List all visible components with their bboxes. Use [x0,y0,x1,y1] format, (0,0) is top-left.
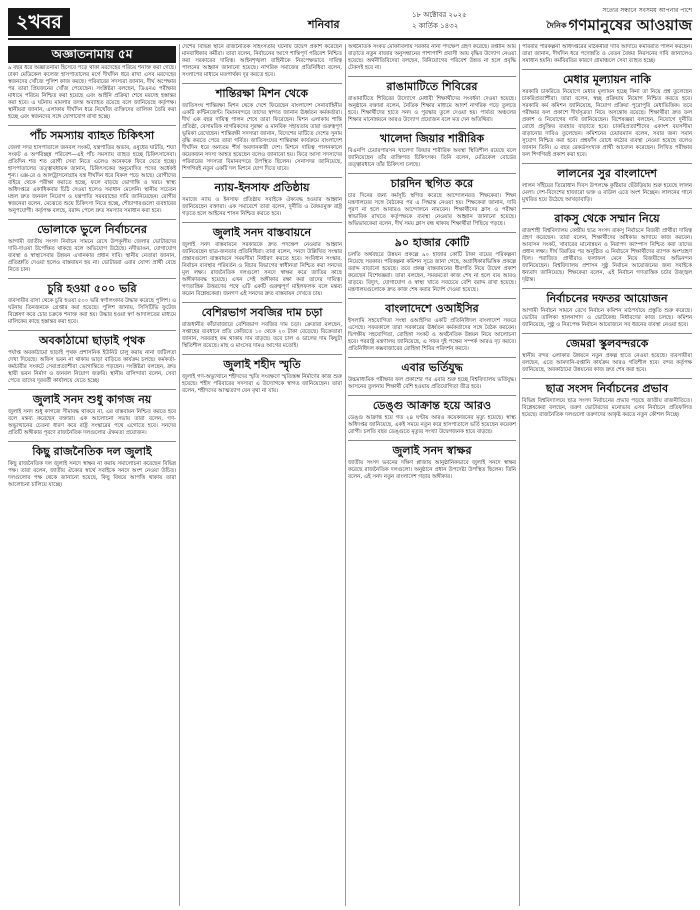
article-body: রাঙামাটিতে শিবিরের উদ্যোগে মেধাবী শিক্ষার্থীদের সংবর্ধনা দেওয়া হয়েছে। অনুষ্ঠানে বক্তারা বলেন, নৈতিক শিক্ষার মাধ্যমে আদর্শ নাগরিক গড়ে তুলতে হবে। শিক্ষার্থীদের হাতে সনদ ও পুরস্কার তুলে দেওয়া হয়। পার্বত্য অঞ্চলের শিক্ষার মানোন্নয়নে আরও উদ্যোগ প্রয়োজন বলে মত দেন অতিথিরা। [348,96,516,123]
article-body: আগামী নির্বাচন সামনে রেখে নির্বাচন কমিশন মাঠপর্যায়ে প্রস্তুতি শুরু করেছে। ভোটার তালিকা হালনাগাদ ও ভোটকেন্দ্র নির্ধারণের কাজ চলছে। কমিশন জানিয়েছে, সুষ্ঠু ও নিরপেক্ষ নির্বাচন আয়োজনে সব ধরনের ব্যবস্থা নেওয়া হবে। [522,308,692,328]
article-divider [522,208,692,209]
article-divider [182,177,342,178]
news-article [8,445,176,489]
article-headline: ছাত্র সংসদ নির্বাচনের প্রভাব [545,382,669,395]
news-article [182,87,342,173]
article-divider [348,232,516,233]
article-body: রাজধানীর কাঁচাবাজারে বেশিরভাগ সবজির দাম চড়া। ক্রেতারা বলছেন, সপ্তাহের ব্যবধানে প্রতি কেজিতে ১০ থেকে ২০ টাকা বেড়েছে। বিক্রেতারা জানান, সরবরাহ কম থাকায় দাম বাড়ছে। তবে চাল ও ডালের দাম কিছুটা স্থিতিশীল রয়েছে। মাছ ও মাংসের দামও আগের মতোই। [182,322,342,349]
article-body: স্থানীয় বন্দর এলাকার উন্নয়নে নতুন প্রকল্প হাতে নেওয়া হয়েছে। ব্যবসায়ীরা বলছেন, এতে আমদানি-রপ্তানি কার্যক্রম আরও গতিশীল হবে। বন্দর কর্তৃপক্ষ জানিয়েছে, অবকাঠামো উন্নয়নের কাজ দ্রুত শেষ করা হবে। [522,353,692,373]
article-headline: লালনের সুর বাংলাদেশ [557,167,657,180]
article-divider [348,357,516,358]
article-body: বিভিন্ন বিশ্ববিদ্যালয়ে ছাত্র সংসদ নির্বাচনের প্রভাব পড়ছে জাতীয় রাজনীতিতে। বিশ্লেষকেরা বলছেন, তরুণ ভোটারদের মনোভাব এসব নির্বাচনে প্রতিফলিত হয়েছে। রাজনৈতিক দলগুলো তরুণদের আকৃষ্ট করতে নতুন কৌশল নিচ্ছে। [522,398,692,418]
article-body: উচ্চমাধ্যমিক পরীক্ষার ফল প্রকাশের পর এবার শুরু হচ্ছে বিশ্ববিদ্যালয় ভর্তিযুদ্ধ। আসনের তুলনায় শিক্ষার্থী বেশি হওয়ায় প্রতিযোগিতা তীব্র হবে। [348,377,516,390]
article-body: পরিবার পরিকল্পনা অধিদপ্তরের মাঠকর্মীরা দাবি আদায়ে কর্মবিরতি পালন করছেন। তারা জানান, দীর্ঘদিন ধরে পদোন্নতি ও বেতন বৈষম্য নিরসনের দাবি জানালেও সমাধান হয়নি। কর্মবিরতির কারণে গ্রামাঞ্চলে সেবা ব্যাহত হচ্ছে। [522,44,692,64]
article-divider [522,69,692,70]
paper-tagline: সত্যের সন্ধানে সবসময় আপনার পাশে [602,7,692,14]
article-body: জুলাই সনদ বাস্তবায়নে সরকারকে দ্রুত পদক্ষেপ নেওয়ার আহ্বান জানিয়েছেন ছাত্র-জনতার প্রতিনিধিরা। তারা বলেন, সনদে উল্লিখিত সংস্কার প্রস্তাবগুলো বাস্তবায়নে সময়সীমা নির্ধারণ করতে হবে। সংবিধান সংস্কার, নির্বাচন ব্যবস্থার পরিবর্তন ও বিচার বিভাগের স্বাধীনতা নিশ্চিত করা সনদের মূল লক্ষ্য। রাজনৈতিক দলগুলো সনদে স্বাক্ষর করে জাতির কাছে অঙ্গীকারবদ্ধ হয়েছে। এখন সেই অঙ্গীকার রক্ষা করা তাদের দায়িত্ব। গণতান্ত্রিক উত্তরণের পথে এটি একটি গুরুত্বপূর্ণ মাইলফলক বলে মন্তব্য করেন বিশ্লেষকেরা। জনগণ এই সনদের দ্রুত বাস্তবায়ন দেখতে চায়। [182,242,342,297]
news-article [348,361,516,391]
article-body: অর্থনৈতিক সংকট মোকাবিলায় সরকার নানা পদক্ষেপ গ্রহণ করেছে। রপ্তানি আয় বাড়াতে নতুন বাজার অনুসন্ধানের পাশাপাশি প্রবাসী আয় বৃদ্ধির উদ্যোগ নেওয়া হয়েছে। অর্থনীতিবিদেরা বলছেন, বিনিয়োগের পরিবেশ উন্নত না হলে প্রবৃদ্ধি টেকসই হবে না। [348,44,516,71]
column-4 [522,44,692,906]
article-divider [348,395,516,396]
paper-name [546,16,692,34]
article-headline: রাকসু থেকে সম্মান নিয়ে [554,212,660,225]
article-body: রাজশাহী বিশ্ববিদ্যালয় কেন্দ্রীয় ছাত্র সংসদ রাকসু নির্বাচনে বিজয়ী প্রার্থীরা দায়িত্ব গ্রহণ করেছেন। তারা বলেন, শিক্ষার্থীদের অধিকার আদায়ে কাজ করবেন। আবাসন সংকট, খাবারের মানোন্নয়ন ও নিরাপদ ক্যাম্পাস নিশ্চিত করা তাদের প্রধান লক্ষ্য। দীর্ঘ বিরতির পর অনুষ্ঠিত এ নির্বাচনে শিক্ষার্থীদের ব্যাপক অংশগ্রহণ ছিল। পরাজিত প্রার্থীরাও ফলাফল মেনে নিয়ে বিজয়ীদের অভিনন্দন জানিয়েছেন। বিশ্ববিদ্যালয় প্রশাসন সুষ্ঠু নির্বাচন আয়োজনের জন্য সবাইকে ধন্যবাদ জানিয়েছে। শিক্ষকেরা বলেন, এই নির্বাচন গণতান্ত্রিক চর্চার উজ্জ্বল দৃষ্টান্ত। [522,228,692,283]
article-divider [522,333,692,334]
article-headline: নির্বাচনের দফতর আয়োজন [546,292,668,305]
news-article [8,46,176,121]
article-body: চলতি অর্থবছরে উন্নয়ন প্রকল্পে ৯০ হাজার কোটি টাকা ব্যয়ের পরিকল্পনা নিয়েছে সরকার। পরিকল্পনা কমিশন সূত্রে জানা গেছে, অগ্রাধিকারভিত্তিক প্রকল্পে বরাদ্দ বাড়ানো হয়েছে। তবে প্রকল্প বাস্তবায়নের ধীরগতি নিয়ে উদ্বেগ প্রকাশ করেছেন বিশেষজ্ঞরা। তারা বলছেন, সময়মতো কাজ শেষ না হলে ব্যয় আরও বাড়বে। বিদ্যুৎ, যোগাযোগ ও স্বাস্থ্য খাতে সবচেয়ে বেশি বরাদ্দ রাখা হয়েছে। মন্ত্রণালয়গুলোকে দ্রুত কাজ শেষ করার নির্দেশ দেওয়া হয়েছে। [348,252,516,293]
column-rule [345,44,346,906]
news-article [348,302,516,353]
article-headline: জুলাই সনদ স্বাক্ষর [392,444,472,457]
column-3 [348,44,516,906]
article-headline: চুরি হওয়া ৫০০ ভরি [47,282,137,295]
paper-logo [512,6,692,38]
article-body: জুলাই সনদ শুধু কাগজে সীমাবদ্ধ থাকবে না, এর বাস্তবায়ন নিশ্চিত করতে হবে বলে মন্তব্য করেছেন বক্তারা। এক আলোচনা সভায় তারা বলেন, গণ-অভ্যুত্থানের চেতনা ধারণ করে রাষ্ট্র সংস্কারের পথে এগোতে হবে। সনদের প্রতিটি অঙ্গীকার পূরণে রাজনৈতিক দলগুলোর ঐকমত্য প্রয়োজন। [8,409,176,436]
column-rule [519,44,520,906]
article-headline: জুলাই শহীদ স্মৃতি [223,358,301,371]
article-headline: ডেঙ্গু আক্রান্ত হয়ে আরও [372,399,492,412]
article-headline: জুলাই সনদ শুধু কাগজ নয় [32,393,152,406]
weekday: শনিবার [308,18,340,31]
article-body: ৯ বছর ধরে অজ্ঞাতনামা হিসেবে পড়ে থাকা মরদেহের পরিচয় শনাক্ত করা গেছে। ঢাকা মেডিকেল কলেজ হাসপাতালের মর্গে দীর্ঘদিন ধরে রাখা এসব মরদেহের স্বজনদের খোঁজে পুলিশ কাজ করছে। পরিবারের সদস্যরা জানান, দীর্ঘ অপেক্ষার পর তারা প্রিয়জনের খোঁজ পেয়েছেন। সংশ্লিষ্টরা বলছেন, ডিএনএ পরীক্ষার মাধ্যমে পরিচয় নিশ্চিত করা হয়েছে এবং আইনি প্রক্রিয়া শেষে মরদেহ হস্তান্তর করা হবে। এ ঘটনায় মামলার তদন্ত অব্যাহত রয়েছে বলে জানিয়েছে কর্তৃপক্ষ। স্থানীয়রা জানান, এলাকায় দীর্ঘদিন ধরে নিখোঁজ ব্যক্তিদের তালিকা তৈরি করা হচ্ছে এবং স্বজনদের সঙ্গে যোগাযোগ রাখা হচ্ছে। [8,65,176,120]
column-rule [179,44,180,906]
news-article [348,236,516,294]
article-body: জেলা সদর হাসপাতালে জনবল সংকট, যন্ত্রপাতির অভাব, ওষুধের ঘাটতি, শয্যা সংকট ও অপরিচ্ছন্ন পরিবেশ—এই পাঁচ সমস্যায় ব্যাহত হচ্ছে চিকিৎসাসেবা। প্রতিদিন শত শত রোগী সেবা নিতে এলেও অনেককে ফিরে যেতে হচ্ছে। হাসপাতালের তত্ত্বাবধায়ক জানান, চিকিৎসকের অনুমোদিত পদের অর্ধেকই শূন্য। এক্স-রে ও আলট্রাসনোগ্রাম যন্ত্র দীর্ঘদিন ধরে বিকল পড়ে আছে। রোগীদের বাইরে থেকে পরীক্ষা করাতে হচ্ছে, ফলে বাড়ছে ভোগান্তি ও খরচ। স্বাস্থ্য অধিদপ্তরে একাধিকবার চিঠি দেওয়া হলেও সমাধান মেলেনি। স্থানীয় সচেতন মহল দ্রুত জনবল নিয়োগ ও যন্ত্রপাতি সরবরাহের দাবি জানিয়েছেন। রোগীর স্বজনেরা বলেন, মেঝেতে শুয়ে চিকিৎসা নিতে হচ্ছে, শৌচাগারগুলো ব্যবহারের অনুপযোগী। কর্তৃপক্ষ বলছে, বরাদ্দ পেলে দ্রুত সমস্যার সমাধান করা হবে। [8,145,176,214]
news-article [182,181,342,218]
article-divider [522,378,692,379]
article-body: বিএনপি চেয়ারপারসন খালেদা জিয়ার শারীরিক অবস্থা স্থিতিশীল রয়েছে বলে জানিয়েছেন তাঁর ব্যক্তিগত চিকিৎসক। তিনি বলেন, মেডিকেল বোর্ডের তত্ত্বাবধানে তাঁর চিকিৎসা চলছে। [348,148,516,168]
news-article [348,132,516,169]
news-article [348,44,516,72]
article-body: সমাজে ন্যায় ও ইনসাফ প্রতিষ্ঠায় সবাইকে ঐক্যবদ্ধ হওয়ার আহ্বান জানিয়েছেন বক্তারা। এক সমাবেশে তারা বলেন, দুর্নীতি ও বৈষম্যমুক্ত রাষ্ট্র গড়তে হলে আইনের শাসন নিশ্চিত করতে হবে। [182,197,342,217]
news-article [522,292,692,329]
article-body: পর্যাপ্ত অবকাঠামো ছাড়াই পৃথক প্রশাসনিক ইউনিট চালু করায় নানা জটিলতা দেখা দিয়েছে। অফিস ভবন না থাকায় ভাড়া বাড়িতে কার্যক্রম চলছে। কর্মকর্তা-কর্মচারীর সংকটে সেবাপ্রত্যাশীরা ভোগান্তিতে পড়ছেন। সংশ্লিষ্টরা বলছেন, দ্রুত স্থায়ী ভবন নির্মাণ ও জনবল নিয়োগ জরুরি। স্থানীয় বাসিন্দারা বলেন, সেবা পেতে তাদের দূরবর্তী কার্যালয়ে যেতে হচ্ছে। [8,350,176,384]
article-headline: রাঙামাটিতে শিবিরের [386,80,478,93]
article-headline: বাংলাদেশে ওআইসির [385,302,479,315]
article-body: ইসলামি সহযোগিতা সংস্থা ওআইসির একটি প্রতিনিধিদল বাংলাদেশ সফরে এসেছে। সফরকালে তারা সরকারের ঊর্ধ্বতন কর্মকর্তাদের সঙ্গে বৈঠক করবেন। দ্বিপক্ষীয় সহযোগিতা, রোহিঙ্গা সংকট ও অর্থনৈতিক উন্নয়ন নিয়ে আলোচনা হবে। পররাষ্ট্র মন্ত্রণালয় জানিয়েছে, এ সফর দুই পক্ষের সম্পর্ক আরও দৃঢ় করবে। প্রতিনিধিদল কক্সবাজারের রোহিঙ্গা শিবির পরিদর্শন করবে। [348,318,516,352]
news-article [522,337,692,374]
news-article [8,393,176,437]
news-article [8,334,176,385]
article-headline: ন্যায়-ইনসাফ প্রতিষ্ঠায় [214,181,310,194]
article-body: চার দিনের জন্য কর্মসূচি স্থগিত করেছে আন্দোলনরত শিক্ষকেরা। শিক্ষা মন্ত্রণালয়ের সঙ্গে বৈঠকের পর এ সিদ্ধান্ত নেওয়া হয়। শিক্ষকেরা জানান, দাবি পূরণ না হলে আবারও আন্দোলনে নামবেন। শিক্ষার্থীদের ক্লাস ও পরীক্ষা স্বাভাবিক রাখতে কর্তৃপক্ষকে ব্যবস্থা নেওয়ার আহ্বান জানানো হয়েছে। অভিভাবকেরা বলেন, দীর্ঘ সময় ক্লাস বন্ধ থাকায় শিক্ষার্থীরা পিছিয়ে পড়ছে। [348,193,516,227]
article-divider [8,219,176,220]
article-headline: খালেদা জিয়ার শারীরিক [379,132,485,145]
article-headline: অজ্ঞাতনামায় ৫ম [8,46,176,63]
article-headline: জুলাই সনদ বাস্তবায়নে [212,226,312,239]
article-body: জাতিসংঘ শান্তিরক্ষা মিশন থেকে দেশে ফিরেছেন বাংলাদেশ সেনাবাহিনীর একটি কন্টিনজেন্ট। বিমানবন্দরে তাদের স্বাগত জানান ঊর্ধ্বতন কর্মকর্তারা। দীর্ঘ এক বছর দায়িত্ব পালন শেষে তারা ফিরেছেন। মিশন এলাকায় শান্তি প্রতিষ্ঠা, বেসামরিক নাগরিকদের সুরক্ষা ও মানবিক সহায়তায় তারা গুরুত্বপূর্ণ ভূমিকা রেখেছেন। শান্তিরক্ষী সদস্যরা জানান, বিদেশের মাটিতে দেশের সুনাম বৃদ্ধি করতে পেরে তারা গর্বিত। জাতিসংঘের শান্তিরক্ষা কার্যক্রমে বাংলাদেশ দীর্ঘদিন ধরে অন্যতম শীর্ষ অবদানকারী দেশ। মিশনে দায়িত্ব পালনকালে কয়েকজন সদস্য আহত হয়েছেন বলেও জানানো হয়। ফিরে আসা সদস্যদের পরিবারের সদস্যরা বিমানবন্দরে উপস্থিত ছিলেন। সেনাসদর জানিয়েছে, শিগগিরই নতুন একটি দল মিশনে যোগ দিতে যাবে। [182,103,342,172]
article-headline: জেমরা স্কুলবন্দরকে [565,337,649,350]
masthead [8,6,692,40]
news-article [348,399,516,436]
article-headline: বেশিরভাগ সবজির দাম চড়া [201,306,323,319]
news-article [8,223,176,274]
article-body: ব্যবসায়ীর বাসা থেকে চুরি হওয়া ৫০০ ভরি স্বর্ণালংকার উদ্ধার করেছে পুলিশ। এ ঘটনায় তিনজনকে গ্রেপ্তার করা হয়েছে। পুলিশ জানায়, সিসিটিভি ফুটেজ বিশ্লেষণ করে চোর চক্রকে শনাক্ত করা হয়। উদ্ধার হওয়া স্বর্ণ আদালতের মাধ্যমে মালিকের কাছে হস্তান্তর করা হবে। [8,298,176,325]
article-divider [182,222,342,223]
article-divider [348,440,516,441]
article-body: আগামী জাতীয় সংসদ নির্বাচন সামনে রেখে উপকূলীয় জেলার ভোটারদের দাবি-দাওয়া উপেক্ষিত থাকছে বলে অভিযোগ উঠেছে। নদীভাঙন, যোগাযোগ ব্যবস্থা ও স্বাস্থ্যসেবার উন্নয়ন এখানকার প্রধান দাবি। স্থানীয় নেতারা জানান, প্রতিশ্রুতি দেওয়া হলেও বাস্তবায়ন হয় না। ভোটাররা এবার যোগ্য প্রার্থী বেছে নিতে চান। [8,239,176,273]
article-headline: অবকাঠামো ছাড়াই পৃথক [39,334,145,347]
paper-prefix: দৈনিক [546,20,567,30]
article-divider [348,128,516,129]
news-article [182,226,342,298]
article-headline: কিছু রাজনৈতিক দল জুলাই [32,445,152,458]
article-divider [522,163,692,164]
news-article [8,129,176,215]
article-divider [8,278,176,279]
article-body: জাতীয় সংসদ ভবনের দক্ষিণ প্লাজায় আনুষ্ঠানিকভাবে জুলাই সনদে স্বাক্ষর করেছে রাজনৈতিক দলগুলো। অনুষ্ঠানে প্রধান উপদেষ্টা উপস্থিত ছিলেন। তিনি বলেন, এই সনদ নতুন বাংলাদেশ গড়ার অঙ্গীকার। [348,460,516,480]
section-badge: ২খবর [8,8,70,36]
article-divider [348,298,516,299]
column-1 [8,44,176,906]
news-article [348,444,516,481]
article-headline: পাঁচ সমস্যায় ব্যাহত চিকিৎসা [29,129,155,142]
article-divider [8,389,176,390]
news-article [522,44,692,65]
article-divider [182,83,342,84]
date-bangla: ২ কার্তিক ১৪৩২ [412,22,459,30]
article-divider [8,125,176,126]
column-2 [182,44,342,906]
article-body: জুলাই গণ-অভ্যুত্থানে শহীদদের স্মৃতি সংরক্ষণে স্মৃতিস্তম্ভ নির্মাণের কাজ শুরু হয়েছে। শহীদ পরিবারের সদস্যরা এ উদ্যোগকে স্বাগত জানিয়েছেন। তারা বলেন, শহীদদের আত্মত্যাগ যেন বৃথা না যায়। [182,374,342,394]
article-headline: মেধার মূল্যায়ন নাকি [563,73,651,86]
news-article [522,212,692,284]
article-divider [348,173,516,174]
article-divider [8,441,176,442]
paper-name-text: গণমানুষের আওয়াজ [568,16,692,34]
news-article [348,80,516,124]
article-body: দেশের বিভিন্ন স্থানে রাজনৈতিক সহিংসতার ঘটনায় উদ্বেগ প্রকাশ করেছেন মানবাধিকার কর্মীরা। তারা বলেন, নির্বাচনের আগে শান্তিপূর্ণ পরিবেশ নিশ্চিত করা সরকারের দায়িত্ব। আইনশৃঙ্খলা বাহিনীকে নিরপেক্ষভাবে দায়িত্ব পালনের আহ্বান জানানো হয়েছে। নাগরিক সমাজের প্রতিনিধিরা বলেন, সংলাপের মাধ্যমে মতপার্থক্য দূর করতে হবে। [182,44,342,78]
news-article [182,358,342,395]
article-divider [348,76,516,77]
article-divider [8,330,176,331]
date-english: ১৮ অক্টোবর ২০২৫ [412,11,467,19]
article-headline: ৯০ হাজার কোটি [394,236,470,249]
article-divider [182,354,342,355]
news-article [182,306,342,350]
article-headline: ভোলাকে ভুলে নির্বাচনের [37,223,147,236]
news-article [522,73,692,159]
news-article [522,167,692,204]
dates [412,10,467,32]
article-headline: চারদিন স্থগিত করে [390,177,474,190]
news-article [522,382,692,419]
news-article [348,177,516,228]
article-body: কিছু রাজনৈতিক দল জুলাই সনদে স্বাক্ষর না করায় সমালোচনা করেছেন বিভিন্ন পক্ষ। তারা বলেন, জাতীয় ঐক্যের স্বার্থে সবাইকে সনদে অংশ নেওয়া উচিত। দলগুলোর পক্ষ থেকে জানানো হয়েছে, কিছু বিষয়ে আপত্তি থাকায় তারা আলোচনা চালিয়ে যাচ্ছে। [8,461,176,488]
article-body: সরকারি চাকরিতে নিয়োগে মেধার মূল্যায়ন হচ্ছে কিনা তা নিয়ে প্রশ্ন তুলেছেন চাকরিপ্রত্যাশীরা। তারা বলেন, স্বচ্ছ প্রক্রিয়ায় নিয়োগ নিশ্চিত করতে হবে। সরকারি কর্ম কমিশন জানিয়েছে, নিয়োগ প্রক্রিয়া পুরোপুরি মেধাভিত্তিক। তবে পরীক্ষার ফল প্রকাশে দীর্ঘসূত্রতা নিয়ে অসন্তোষ রয়েছে। শিক্ষার্থীরা দ্রুত ফল প্রকাশ ও নিয়োগের দাবি জানিয়েছেন। বিশেষজ্ঞরা বলছেন, নিয়োগে দুর্নীতি রোধে প্রযুক্তির ব্যবহার বাড়াতে হবে। চাকরিপ্রত্যাশীদের একাংশ বয়সসীমা বাড়ানোর দাবিও তুলেছেন। কমিশনের চেয়ারম্যান বলেন, সবার জন্য সমান সুযোগ নিশ্চিত করা হবে। প্রশ্নফাঁস রোধে কঠোর ব্যবস্থা নেওয়া হয়েছে বলেও জানান তিনি। এ বছর রেকর্ডসংখ্যক প্রার্থী আবেদন করেছেন। লিখিত পরীক্ষার ফল শিগগিরই প্রকাশ করা হবে। [522,89,692,158]
article-body: ডেঙ্গু আক্রান্ত হয়ে গত ২৪ ঘণ্টায় আরও কয়েকজনের মৃত্যু হয়েছে। স্বাস্থ্য অধিদপ্তর জানিয়েছে, একই সময়ে নতুন করে হাসপাতালে ভর্তি হয়েছেন কয়েকশ রোগী। চলতি বছর ডেঙ্গুতে মৃত্যুর সংখ্যা উদ্বেগজনক হারে বাড়ছে। [348,415,516,435]
news-article [8,282,176,326]
article-divider [182,302,342,303]
news-article [182,44,342,79]
article-headline: এবার ভর্তিযুদ্ধ [401,361,463,374]
article-headline: শান্তিরক্ষা মিশন থেকে [215,87,309,100]
article-body: লালন সাঁইয়ের তিরোধান দিবস উপলক্ষে কুষ্টিয়ার ছেঁউড়িয়ায় শুরু হয়েছে লালন মেলা। দেশ-বিদেশের হাজারো ভক্ত ও বাউল এতে অংশ নিচ্ছেন। লালনের গানে মুখরিত হয়ে উঠেছে আখড়াবাড়ি। [522,183,692,203]
article-divider [522,288,692,289]
